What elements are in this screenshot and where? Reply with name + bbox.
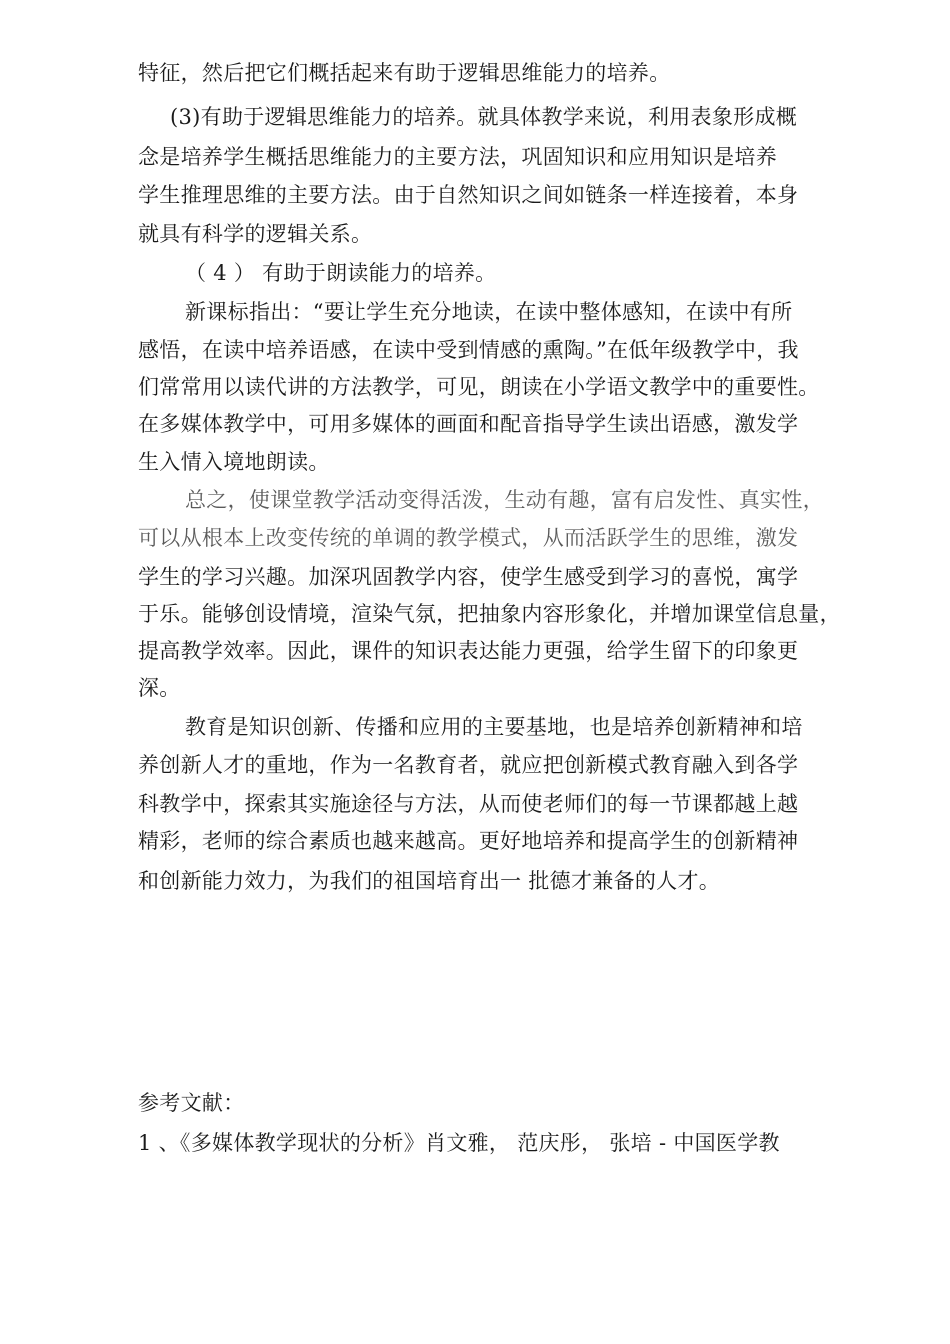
paragraph-line: 就具有科学的逻辑关系。 <box>138 222 373 246</box>
paragraph-line: 提高教学效率。因此，课件的知识表达能力更强，给学生留下的印象更 <box>138 639 799 663</box>
paragraph-line: 和创新能力效力，为我们的祖国培育出一 批德才兼备的人才。 <box>138 869 721 893</box>
paragraph-line: 学生的学习兴趣。加深巩固教学内容，使学生感受到学习的喜悦，寓学 <box>138 565 799 589</box>
paragraph-line: 科教学中，探索其实施途径与方法，从而使老师们的每一节课都越上越 <box>138 792 799 816</box>
paragraph-line: 教育是知识创新、传播和应用的主要基地，也是培养创新精神和培 <box>185 715 803 739</box>
paragraph-line: 在多媒体教学中，可用多媒体的画面和配音指导学生读出语感，激发学 <box>138 412 799 436</box>
paragraph-line: 于乐。能够创设情境，渲染气氛，把抽象内容形象化，并增加课堂信息量， <box>138 602 841 626</box>
section-heading: （ 4 ） 有助于朗读能力的培养。 <box>185 261 497 285</box>
paragraph-line: 养创新人才的重地，作为一名教育者，就应把创新模式教育融入到各学 <box>138 753 799 777</box>
paragraph-line: (3)有助于逻辑思维能力的培养。就具体教学来说，利用表象形成概 <box>170 105 798 129</box>
paragraph-line: 念是培养学生概括思维能力的主要方法，巩固知识和应用知识是培养 <box>138 145 777 169</box>
paragraph-line: 特征，然后把它们概括起来有助于逻辑思维能力的培养。 <box>138 61 671 85</box>
paragraph-line: 新课标指出：“要让学生充分地读，在读中整体感知，在读中有所 <box>185 300 793 324</box>
paragraph-line: 总之，使课堂教学活动变得活泼，生动有趣，富有启发性、真实性， <box>185 488 824 512</box>
paragraph-line: 生入情入境地朗读。 <box>138 450 330 474</box>
paragraph-line: 们常常用以读代讲的方法教学，可见，朗读在小学语文教学中的重要性。 <box>138 375 820 399</box>
paragraph-line: 精彩，老师的综合素质也越来越高。更好地培养和提高学生的创新精神 <box>138 829 799 853</box>
reference-item: 1 、《多媒体教学现状的分析》肖文雅， 范庆彤， 张培 - 中国医学教 <box>138 1131 780 1155</box>
references-heading: 参考文献： <box>138 1091 245 1115</box>
paragraph-line: 学生推理思维的主要方法。由于自然知识之间如链条一样连接着，本身 <box>138 183 799 207</box>
paragraph-line: 深。 <box>138 676 181 700</box>
paragraph-line: 感悟，在读中培养语感，在读中受到情感的熏陶。”在低年级教学中，我 <box>138 338 799 362</box>
paragraph-line: 可以从根本上改变传统的单调的教学模式，从而活跃学生的思维，激发 <box>138 526 799 550</box>
